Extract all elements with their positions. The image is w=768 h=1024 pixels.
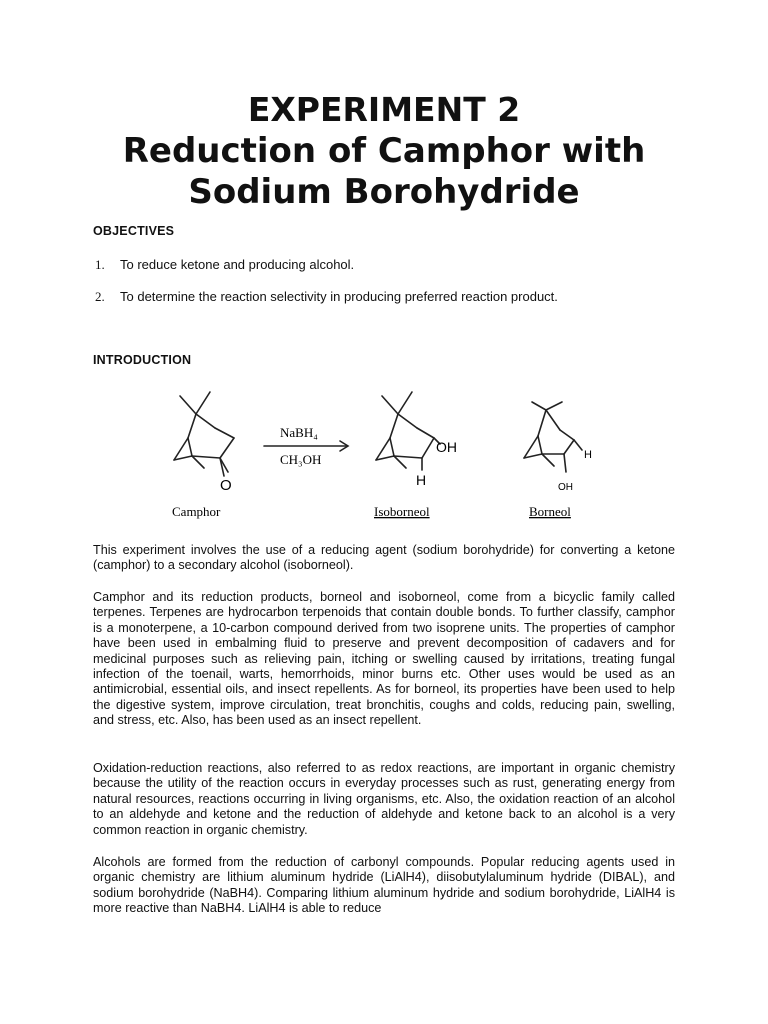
page-title-line-3: Sodium Borohydride (188, 172, 580, 212)
page-title-line-1: EXPERIMENT 2 (247, 90, 521, 129)
intro-paragraph-3: Oxidation-reduction reactions, also referred to as redox reactions, are important in organic chemistry because the utility of the reaction occurs in everyday processes such as rust, generating energy from natural resources, reactions occurring in living organisms, etc. Also, the oxidation reaction of an alcohol to an aldehyde and ketone and the reduction of aldehyde and ketone back to an alcohol is a very common reaction in organic chemistry. (93, 761, 675, 837)
objective-item-2 (95, 289, 558, 305)
borneol-h-label: H (584, 449, 592, 461)
objective-text: To reduce ketone and producing alcohol. (120, 257, 355, 272)
objective-item-1 (95, 257, 354, 273)
intro-paragraph-1: This experiment involves the use of a reducing agent (sodium borohydride) for converting a ketone (camphor) to a secondary alcohol (isoborneol). (93, 543, 675, 573)
objective-text: To determine the reaction selectivity in producing preferred reaction product. (120, 289, 558, 304)
label-borneol: Borneol (529, 504, 571, 519)
objective-number: 1. (95, 257, 105, 272)
borneol-oh-label: OH (558, 482, 573, 493)
isoborneol-structure (376, 392, 440, 470)
reaction-scheme (160, 388, 620, 528)
page-title-line-2: Reduction of Camphor with (122, 131, 646, 171)
objective-number: 2. (95, 289, 105, 304)
reagent-bottom: CH₃OH (280, 452, 322, 467)
label-isoborneol: Isoborneol (374, 504, 430, 519)
objectives-heading: OBJECTIVES (93, 224, 175, 238)
isoborneol-oh-label: OH (436, 439, 457, 455)
intro-paragraph-4: Alcohols are formed from the reduction of carbonyl compounds. Popular reducing agents used in organic chemistry are lithium aluminum hydride (LiAlH4), diisobutylaluminum hydride (DIBAL), and sodium borohydride (NaBH4). Comparing lithium aluminum hydride and sodium borohydride, LiAlH4 is more reactive than NaBH4. LiAlH4 is able to reduce (93, 855, 675, 916)
borneol-structure (524, 402, 582, 472)
camphor-oxygen-label: O (220, 477, 232, 494)
camphor-structure (174, 392, 234, 476)
isoborneol-h-label: H (416, 472, 427, 488)
intro-paragraph-2: Camphor and its reduction products, borneol and isoborneol, come from a bicyclic family called terpenes. Terpenes are hydrocarbon terpenoids that contain double bonds. To further classify, camphor is a monoterpene, a 10-carbon compound derived from two isoprene units. The properties of camphor have been used in embalming fluid to preserve and prevent decomposition of cadavers and for medicinal purposes such as relieving pain, itching or swelling caused by irritations, treating fungal infection of the toenail, warts, hemorrhoids, minor burns etc. Other uses would be used as an antimicrobial, essential oils, and insect repellents. As for borneol, its properties have been used to help the digestive system, improve circulation, treat bronchitis, coughs and colds, reducing pain, swelling, and stress, etc. Also, has been used as an insect repellent. (93, 590, 675, 728)
label-camphor: Camphor (172, 504, 221, 519)
introduction-heading: INTRODUCTION (93, 353, 192, 367)
reagent-top: NaBH₄ (280, 425, 318, 440)
